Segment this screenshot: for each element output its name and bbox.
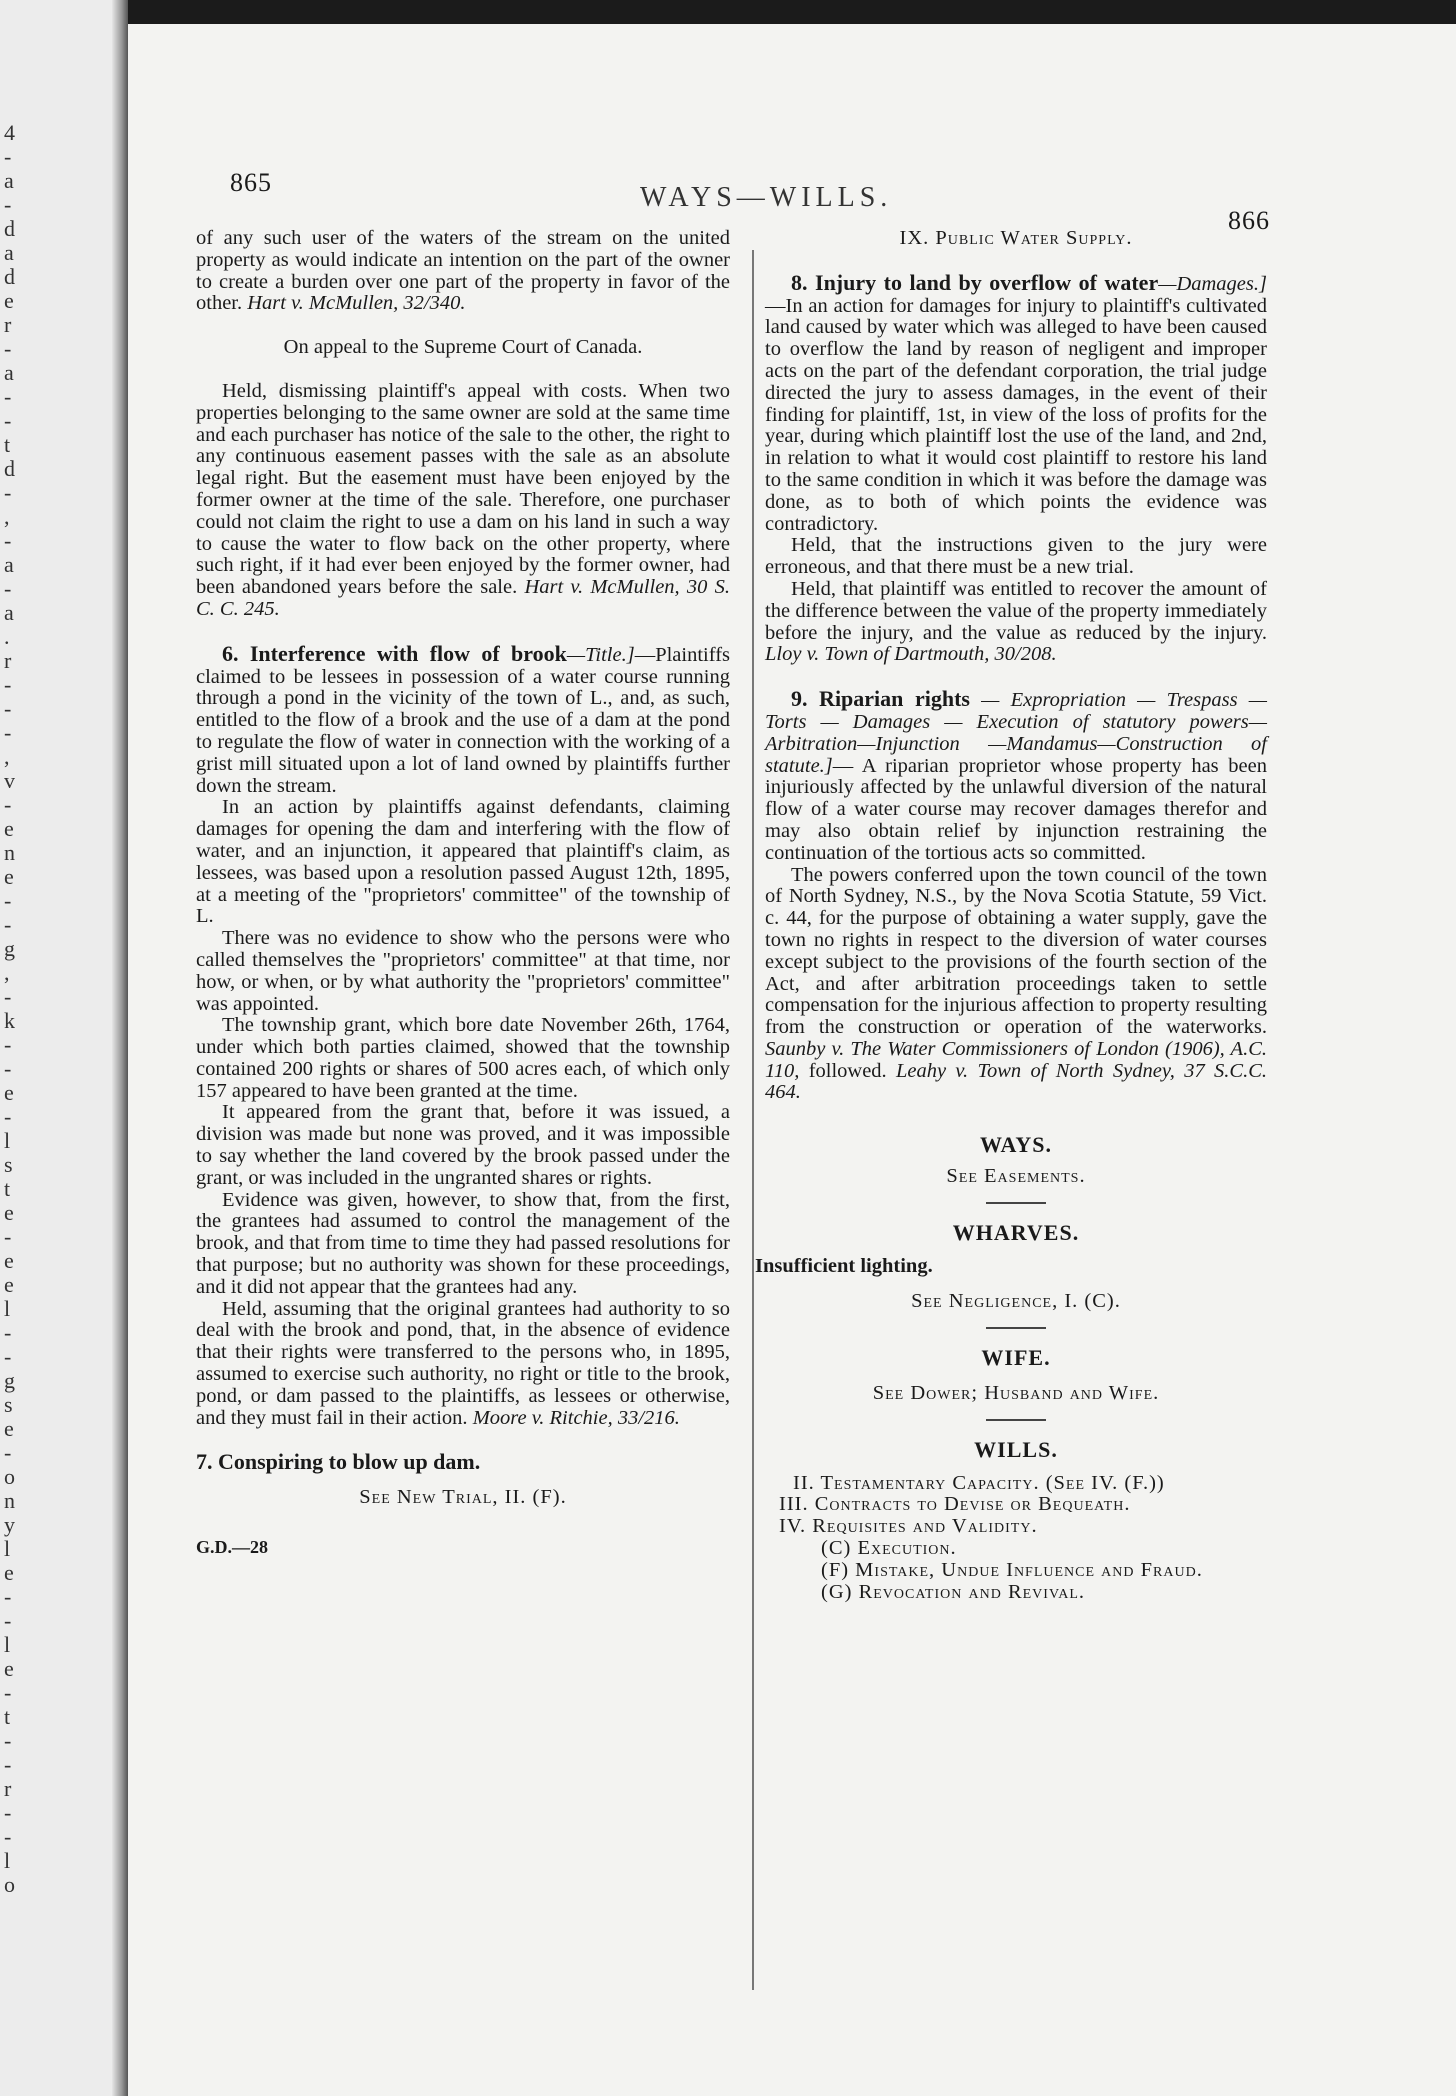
- margin-fragment: -: [4, 576, 12, 601]
- heading-7: 7. Conspiring to blow up dam.: [196, 1449, 481, 1475]
- section-8: 8. Injury to land by overflow of water—Damages.]—In an action for damages for injury to plaintiff's cultivated land caused by water which was alleged to have been caused to overflow the land by reason of negligent and improper acts on the part of the defendant corporation, the trial judge directed the jury to assess damages, in the event of their finding for plaintiff, 1st, in view of the loss of profits for the year, during which plaintiff lost the use of the land, and 2nd, in relation to what it would cost plaintiff to restore his land to the same condition in which it was before the damage was done, as to both of which points the evidence was contradictory.: [765, 269, 1267, 535]
- margin-fragment: s: [4, 1152, 13, 1177]
- margin-fragment: ,: [4, 960, 10, 985]
- margin-fragment: -: [4, 720, 12, 745]
- margin-fragment: l: [4, 1848, 11, 1873]
- see-reference: See Dower; Husband and Wife.: [872, 1382, 1160, 1405]
- margin-fragment: g: [4, 936, 15, 961]
- heading-ways: WAYS.: [979, 1132, 1053, 1158]
- toc-item: (F) Mistake, Undue Influence and Fraud.: [821, 1558, 1203, 1581]
- margin-fragment: l: [4, 1536, 11, 1561]
- margin-fragment: a: [4, 600, 14, 625]
- toc-item: (G) Revocation and Revival.: [821, 1580, 1086, 1603]
- paragraph: Held, that the instructions given to the jury were erroneous, and that there must be a new trial.: [765, 534, 1267, 579]
- margin-fragment: -: [4, 1584, 12, 1609]
- margin-fragment: t: [4, 432, 11, 457]
- citation: Moore v. Ritchie, 33/216.: [472, 1406, 680, 1429]
- margin-fragment: e: [4, 1416, 14, 1441]
- page-header: [230, 160, 1270, 235]
- margin-fragment: a: [4, 168, 14, 193]
- rule: [986, 1327, 1046, 1329]
- paragraph: Held, assuming that the original grantees had authority to so deal with the brook and pond, that, in the absence of evidence that their rights were transferred to the persons who, in 1895, assumed to exercise such authority, no right or title to the brook, pond, or dam passed to the plaintiffs, as lessees or otherwise, and they must fail in their action. Moore v. Ritchie, 33/216.: [196, 1297, 730, 1429]
- margin-fragment: -: [4, 912, 12, 937]
- margin-fragment: -: [4, 1608, 12, 1633]
- paragraph: In an action by plaintiffs against defendants, claiming damages for opening the dam and interfering with the flow of water, and an injunction, it appeared that plaintiff's claim, as lessees, was based upon a resolution passed August 12th, 1895, at a meeting of the "proprietors' committee" of the township of L.: [196, 796, 730, 928]
- citation: Hart v. McMullen, 30 S. C. C. 245.: [196, 576, 730, 620]
- margin-fragment: o: [4, 1872, 15, 1897]
- margin-fragment: ,: [4, 504, 10, 529]
- margin-fragment: a: [4, 240, 14, 265]
- margin-fragment: -: [4, 480, 12, 505]
- margin-fragment: e: [4, 1248, 14, 1273]
- toc-item: II. Testamentary Capacity. (See IV. (F.)): [793, 1471, 1165, 1494]
- margin-fragment: -: [4, 888, 12, 913]
- margin-fragment: l: [4, 1128, 11, 1153]
- margin-fragment: -: [4, 1728, 12, 1753]
- margin-fragment: t: [4, 1704, 11, 1729]
- margin-fragment: -: [4, 528, 12, 553]
- margin-fragment: .: [4, 624, 10, 649]
- margin-fragment: -: [4, 408, 12, 433]
- margin-fragment: -: [4, 1800, 12, 1825]
- margin-fragment: -: [4, 1104, 12, 1129]
- section-ix-title: IX. Public Water Supply.: [899, 227, 1133, 249]
- margin-fragment: a: [4, 552, 14, 577]
- margin-fragment: v: [4, 768, 15, 793]
- margin-fragment: -: [4, 1824, 12, 1849]
- column-divider: [752, 250, 754, 1990]
- paragraph: The township grant, which bore date November 26th, 1764, under which both parties claimed, showed that the township contained 200 rights or shares of 500 acres each, of which only 157 appeared to have been granted at the time.: [196, 1014, 730, 1102]
- margin-fragment: -: [4, 1344, 12, 1369]
- left-column: [196, 228, 730, 1559]
- book-gutter: [112, 0, 128, 2096]
- paragraph: of any such user of the waters of the stream on the united property as would indicate an intention on the part of the owner to create a burden over one part of the property in favor of the other. Hart v. McMullen, 32/340.: [196, 227, 730, 315]
- heading-wharves: WHARVES.: [952, 1219, 1080, 1245]
- margin-fragment: -: [4, 1320, 12, 1345]
- wills-contents: [765, 1473, 1267, 1604]
- citation: Hart v. McMullen, 32/340.: [247, 292, 466, 315]
- margin-fragment: e: [4, 816, 14, 841]
- margin-fragment: -: [4, 384, 12, 409]
- paragraph: Held, dismissing plaintiff's appeal with costs. When two properties belonging to the same owner are sold at the same time and each purchaser has notice of the sale to the other, the right to any continuous easement passes with the sale as an absolute legal right. But the easement must have been enjoyed by the former owner at the time of the sale. Therefore, one purchaser could not claim the right to use a dam on his land in such a way to cause the water to flow back on the other property, where such right, if it had ever been enjoyed by the former owner, had been abandoned years before the sale. Hart v. McMullen, 30 S. C. C. 245.: [196, 379, 730, 620]
- margin-fragment: l: [4, 1296, 11, 1321]
- margin-fragment: y: [4, 1512, 15, 1537]
- paragraph: There was no evidence to show who the persons were who called themselves the "proprietors' committee" at that time, nor how, or when, or by what authority the "proprietors' committee" was appointed.: [196, 927, 730, 1015]
- margin-fragment: -: [4, 1752, 12, 1777]
- margin-fragment: l: [4, 1632, 11, 1657]
- margin-fragment: d: [4, 456, 15, 481]
- citation: Lloy v. Town of Dartmouth, 30/208.: [765, 643, 1057, 666]
- facing-page-edge: [0, 0, 128, 2096]
- toc-item: III. Contracts to Devise or Bequeath.: [779, 1493, 1131, 1516]
- margin-fragment: -: [4, 984, 12, 1009]
- subheading: Insufficient lighting.: [755, 1254, 933, 1277]
- paragraph: The powers conferred upon the town council of the town of North Sydney, N.S., by the Nova Scotia Statute, 59 Vict. c. 44, for the purpose of obtaining a water supply, gave the town no rights in respect to the diversion of water courses except subject to the provisions of the fourth section of the Act, and after arbitration proceedings taken to settle compensation for the injurious affection to property resulting from the construction or operation of the waterworks. Saunby v. The Water Commissioners of London (1906), A.C. 110, followed. Leahy v. Town of North Sydney, 37 S.C.C. 464.: [765, 863, 1268, 1104]
- heading-wife: WIFE.: [981, 1345, 1051, 1371]
- rule: [986, 1419, 1046, 1421]
- margin-fragment: g: [4, 1368, 15, 1393]
- margin-fragment: 4: [4, 120, 15, 145]
- margin-fragment: e: [4, 1272, 14, 1297]
- margin-fragment: d: [4, 264, 15, 289]
- margin-fragment: s: [4, 1392, 13, 1417]
- see-reference: See New Trial, II. (F).: [359, 1486, 567, 1509]
- margin-fragment: -: [4, 336, 12, 361]
- running-title: WAYS—WILLS.: [640, 182, 893, 213]
- margin-fragment: -: [4, 1032, 12, 1057]
- margin-fragment: r: [4, 648, 12, 673]
- margin-fragment: ,: [4, 744, 10, 769]
- see-reference: See Easements.: [946, 1165, 1086, 1188]
- margin-fragment: n: [4, 840, 15, 865]
- margin-fragment: k: [4, 1008, 15, 1033]
- heading-wills: WILLS.: [974, 1436, 1058, 1462]
- margin-fragment: r: [4, 312, 12, 337]
- page-number-right: 866: [1228, 206, 1270, 235]
- heading-9: 9. Riparian rights: [791, 686, 970, 712]
- margin-fragment: -: [4, 672, 12, 697]
- margin-fragment: n: [4, 1488, 15, 1513]
- heading-6: 6. Interference with flow of brook: [222, 640, 567, 666]
- rule: [986, 1202, 1046, 1204]
- page-number-left: 865: [230, 168, 272, 197]
- heading-8: 8. Injury to land by overflow of water: [791, 269, 1159, 295]
- margin-fragment: -: [4, 1680, 12, 1705]
- margin-fragment: e: [4, 864, 14, 889]
- appeal-note: On appeal to the Supreme Court of Canada.: [283, 336, 643, 359]
- margin-fragment: -: [4, 1224, 12, 1249]
- margin-fragment: -: [4, 792, 12, 817]
- section-9: 9. Riparian rights — Expropriation — Trespass — Torts — Damages — Execution of statutory powers—Arbitration—Injunction —Mandamus—Construction of statute.]— A riparian proprietor whose property has been injuriously affected by the unlawful diversion of the natural flow of a water course may recover damages therefor and may also obtain relief by injunction restraining the continuation of the tortious acts so committed.: [765, 686, 1267, 864]
- section-6: 6. Interference with flow of brook—Title.]—Plaintiffs claimed to be lessees in possession of a water course running through a pond in the vicinity of the town of L., and, as such, entitled to the flow of a brook and the use of a dam at the pond to regulate the flow of water in connection with the working of a grist mill situated upon a lot of land owned by plaintiffs further down the stream.: [196, 640, 730, 797]
- margin-fragment: -: [4, 696, 12, 721]
- paragraph: Evidence was given, however, to show that, from the first, the grantees had assumed to control the management of the brook, and that from time to time they had passed resolutions for that purpose; but no authority was shown for these proceedings, and it did not appear that the grantees had any.: [196, 1188, 730, 1298]
- margin-fragment: a: [4, 360, 14, 385]
- citation: Leahy v. Town of North Sydney, 37 S.C.C. 464.: [765, 1059, 1268, 1104]
- margin-fragment: o: [4, 1464, 15, 1489]
- margin-fragment: -: [4, 1056, 12, 1081]
- signature-mark: G.D.—28: [196, 1537, 268, 1558]
- margin-fragment: e: [4, 1656, 14, 1681]
- margin-fragment: -: [4, 1440, 12, 1465]
- right-column: [755, 227, 1268, 1603]
- margin-fragment: e: [4, 1080, 14, 1105]
- paragraph: Held, that plaintiff was entitled to recover the amount of the difference between the value of the property immediately before the injury, and the value as reduced by the injury. Lloy v. Town of Dartmouth, 30/208.: [765, 577, 1267, 666]
- see-reference: See Negligence, I. (C).: [911, 1290, 1121, 1313]
- margin-fragment: e: [4, 1560, 14, 1585]
- margin-fragment: d: [4, 216, 15, 241]
- margin-fragment: r: [4, 1776, 12, 1801]
- scan-top-border: [128, 0, 1456, 24]
- toc-item: IV. Requisites and Validity.: [779, 1515, 1038, 1538]
- paragraph: It appeared from the grant that, before it was issued, a division was made but none was proved, and it was impossible to say whether the land covered by the brook passed under the grant, or was included in the ungranted shares or rights.: [196, 1101, 730, 1189]
- margin-fragment: e: [4, 1200, 14, 1225]
- margin-fragment: -: [4, 144, 12, 169]
- margin-fragment: e: [4, 288, 14, 313]
- margin-fragment: t: [4, 1176, 11, 1201]
- margin-fragment: -: [4, 192, 12, 217]
- toc-item: (C) Execution.: [821, 1537, 957, 1560]
